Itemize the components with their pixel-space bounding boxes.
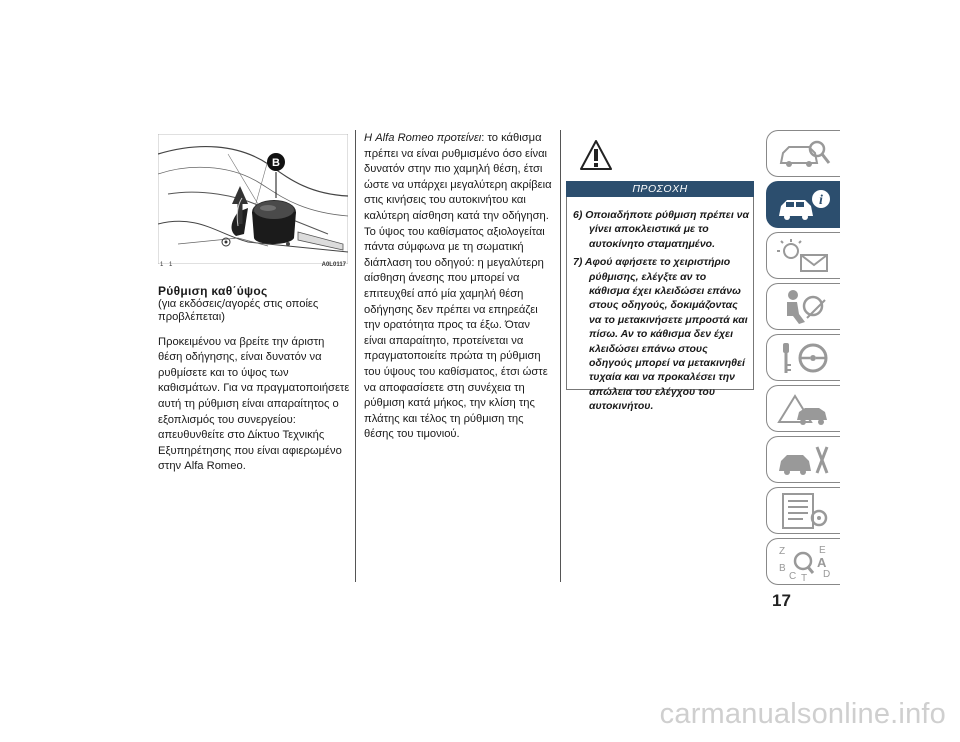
chapter-tab-3[interactable] (766, 232, 840, 279)
svg-text:B: B (779, 563, 786, 574)
chapter-tab-5[interactable] (766, 334, 840, 381)
car-search-icon (775, 135, 833, 173)
chapter-tab-4[interactable] (766, 283, 840, 330)
callout-b-label: B (272, 157, 280, 169)
watermark-brand: carmanualsonline.info (659, 698, 946, 730)
key-steering-wheel-icon (775, 339, 833, 377)
warning-content (566, 197, 754, 413)
warning-title-bar: ΠΡΟΣΟΧΗ (566, 181, 754, 197)
warning-item-6: 6) Οποιαδήποτε ρύθμιση πρέπει να γίνει αποκλειστικά με το αυτοκίνητο σταματημένο. (573, 209, 750, 250)
svg-text:C: C (789, 571, 797, 581)
chapter-tab-6[interactable] (766, 385, 840, 432)
car-tools-icon (775, 441, 833, 479)
seat-height-drawing (158, 134, 348, 264)
chapter-tab-8[interactable] (766, 487, 840, 534)
column-divider-1 (355, 130, 356, 582)
svg-text:T: T (801, 573, 808, 581)
figure-caption (158, 262, 348, 272)
chapter-tab-1[interactable] (766, 130, 840, 177)
warning-box (566, 131, 754, 413)
svg-text:Z: Z (779, 546, 786, 557)
chapter-tab-9[interactable] (766, 538, 840, 585)
section-heading: Ρύθμιση καθ΄ύψος (158, 284, 268, 298)
svg-text:A: A (817, 555, 827, 570)
column-left (158, 284, 350, 475)
section-subheading: (για εκδόσεις/αγορές στις οποίες προβλέπεται) (158, 298, 319, 324)
body-paragraph-2 (364, 131, 554, 443)
column-divider-2 (560, 130, 561, 582)
svg-text:E: E (819, 545, 826, 556)
warning-light-envelope-icon (775, 237, 833, 275)
svg-text:D: D (823, 569, 831, 580)
page-number: 17 (772, 591, 791, 610)
recommendation-text: : το κάθισμα πρέπει να είναι ρυθμισμένο όσο είναι δυνατόν στην πιο χαμηλή θέση, έτσι ώστε να υπάρχει μεγαλύτερη ακρίβεια στις κινήσεις του αυτοκινήτου και καλύτερη αίσθηση κατά την οδήγηση. Το ύψος του καθίσματος αξιολογείται πάντα σύμφωνα με τη σωματική διάπλαση του οδηγού: η μεγαλύτερη αίσθηση άνεσης που μπορεί να επιτευχθεί από μία χαμηλή θέση οδήγησης δεν πρέπει να επηρεάζει την ορατότητα προς τα έξω. Όταν είναι απαραίτητο, προτείνεται να πραγματοποιείτε πρώτα τη ρύθμιση του ύψους του καθίσματος, έτσι ώστε να αποφασίσετε στη συνέχεια τη ρύθμιση κατά μήκος, την κλίση της πλάτης και τέλος τη ρύθμιση της θέσης του τιμονιού. (364, 132, 552, 441)
car-road-warning-icon (775, 390, 833, 428)
figure-number: 1 1 (160, 262, 175, 268)
alphabetical-index-icon (775, 543, 833, 581)
specifications-list-icon (775, 492, 833, 530)
svg-text:i: i (819, 193, 823, 208)
chapter-tab-2-active[interactable] (766, 181, 840, 228)
warning-triangle-icon (580, 139, 612, 171)
recommendation-lead: Η Alfa Romeo προτείνει (364, 132, 482, 144)
airbag-passenger-icon (775, 288, 833, 326)
figure-code: A0L0117 (321, 262, 346, 268)
car-info-icon (775, 186, 833, 224)
column-middle (364, 131, 554, 443)
warning-item-7: 7) Αφού αφήσετε το χειριστήριο ρύθμισης, ελέγξτε αν το κάθισμα έχει κλειδώσει επάνω στους οδηγούς, δοκιμάζοντας να το μετακινήσετε μπροστά και πίσω. Αν το κάθισμα δεν έχει κλειδώσει επάνω στους οδηγούς μπορεί να μετακινηθεί τυχαία και να προκαλέσει την απώλεια του ελέγχου του αυτοκινήτου. (573, 256, 748, 413)
chapter-tab-7[interactable] (766, 436, 840, 483)
seat-illustration (158, 134, 348, 264)
body-paragraph-1: Προκειμένου να βρείτε την άριστη θέση οδήγησης, είναι δυνατόν να ρυθμίσετε και το ύψος των καθισμάτων. Για να πραγματοποιήσετε αυτή τη ρύθμιση είναι απαραίτητος ο εξοπλισμός του συνεργείου: απευθυνθείτε στο Δίκτυο Τεχνικής Εξυπηρέτησης που είναι αφιερωμένο στην Alfa Romeo. (158, 335, 350, 473)
